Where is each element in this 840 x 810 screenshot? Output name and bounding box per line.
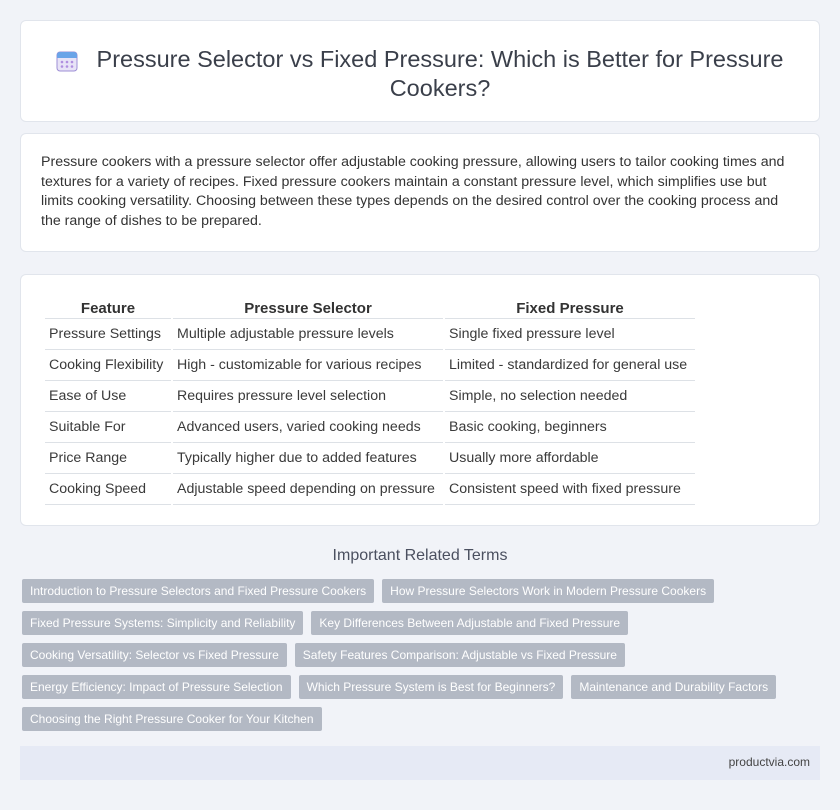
title-card <box>20 20 820 122</box>
header-fixed-pressure: Fixed Pressure <box>445 296 695 319</box>
table-row <box>45 350 695 381</box>
comparison-table <box>43 296 697 505</box>
table-cell: Cooking Flexibility <box>45 350 171 381</box>
table-cell: Suitable For <box>45 412 171 443</box>
table-row <box>45 412 695 443</box>
table-cell: Ease of Use <box>45 381 171 412</box>
related-terms-list <box>22 579 812 739</box>
related-term-tag[interactable]: Choosing the Right Pressure Cooker for Your Kitchen <box>22 707 322 731</box>
table-cell: Basic cooking, beginners <box>445 412 695 443</box>
table-cell: Cooking Speed <box>45 474 171 505</box>
footer <box>20 746 820 780</box>
table-cell: Requires pressure level selection <box>173 381 443 412</box>
table-cell: Multiple adjustable pressure levels <box>173 319 443 350</box>
intro-paragraph: Pressure cookers with a pressure selector offer adjustable cooking pressure, allowing users to tailor cooking times and textures for a variety of recipes. Fixed pressure cookers maintain a constant pressure level, which simplifies use but limits cooking versatility. Choosing between these types depends on the desired control over the cooking process and the range of dishes to be prepared. <box>41 154 785 229</box>
table-row <box>45 474 695 505</box>
related-term-tag[interactable]: How Pressure Selectors Work in Modern Pressure Cookers <box>382 579 714 603</box>
related-term-tag[interactable]: Introduction to Pressure Selectors and Fixed Pressure Cookers <box>22 579 374 603</box>
table-header-row <box>45 296 695 319</box>
comparison-card <box>20 274 820 526</box>
header-pressure-selector: Pressure Selector <box>173 296 443 319</box>
table-cell: Price Range <box>45 443 171 474</box>
header-feature: Feature <box>45 296 171 319</box>
table-row <box>45 443 695 474</box>
table-cell: High - customizable for various recipes <box>173 350 443 381</box>
related-term-tag[interactable]: Cooking Versatility: Selector vs Fixed Pressure <box>22 643 287 667</box>
related-term-tag[interactable]: Fixed Pressure Systems: Simplicity and Reliability <box>22 611 303 635</box>
table-cell: Typically higher due to added features <box>173 443 443 474</box>
site-link[interactable]: productvia.com <box>728 755 810 769</box>
intro-card <box>20 133 820 252</box>
table-cell: Usually more affordable <box>445 443 695 474</box>
related-term-tag[interactable]: Key Differences Between Adjustable and Fixed Pressure <box>311 611 628 635</box>
related-term-tag[interactable]: Which Pressure System is Best for Beginners? <box>299 675 564 699</box>
related-term-tag[interactable]: Maintenance and Durability Factors <box>571 675 776 699</box>
table-cell: Adjustable speed depending on pressure <box>173 474 443 505</box>
related-term-tag[interactable]: Energy Efficiency: Impact of Pressure Selection <box>22 675 291 699</box>
table-row <box>45 319 695 350</box>
page-title: Pressure Selector vs Fixed Pressure: Which is Better for Pressure Cookers? <box>96 46 784 101</box>
related-term-tag[interactable]: Safety Features Comparison: Adjustable vs Fixed Pressure <box>295 643 625 667</box>
related-terms-heading: Important Related Terms <box>332 547 508 564</box>
table-cell: Simple, no selection needed <box>445 381 695 412</box>
table-cell: Limited - standardized for general use <box>445 350 695 381</box>
table-row <box>45 381 695 412</box>
table-cell: Pressure Settings <box>45 319 171 350</box>
table-cell: Advanced users, varied cooking needs <box>173 412 443 443</box>
table-cell: Consistent speed with fixed pressure <box>445 474 695 505</box>
table-cell: Single fixed pressure level <box>445 319 695 350</box>
